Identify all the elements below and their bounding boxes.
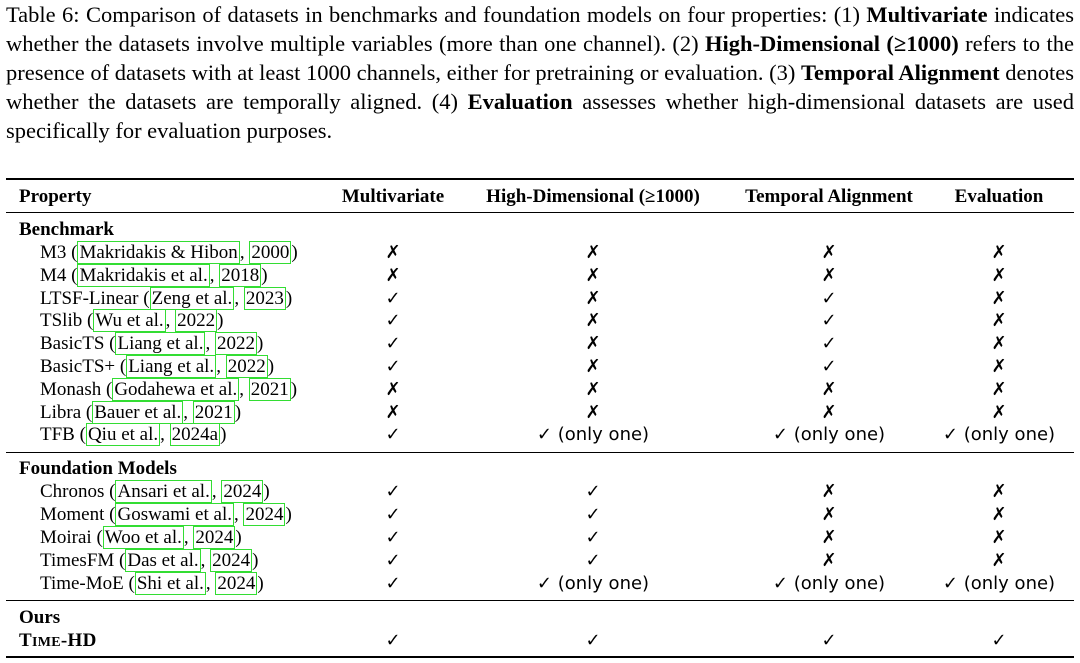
temporal-alignment-cell: ✓ [821,310,837,332]
citation-year-link[interactable]: 2022 [177,310,216,332]
temporal-alignment-cell: ✗ [821,527,837,548]
citation-authors-link[interactable]: Ansari et al. [117,481,210,502]
multivariate-cell: ✓ [385,550,401,571]
multivariate-cell: ✓ [385,356,401,377]
method-cell: TimesFM ( Das et al. , 2024 ) [40,550,259,571]
method-name: TFB [40,424,75,446]
citation-year-link[interactable]: 2024 [195,527,234,548]
multivariate-cell: ✗ [385,264,401,286]
citation-year-link[interactable]: 2022 [216,333,255,355]
evaluation-cell: ✗ [991,481,1007,502]
caption-text-1: indicates whether the datasets involve multiple variables (more than one channel). (2) [6,2,1074,56]
table-top-rule [6,178,1074,180]
multivariate-cell: ✗ [385,378,401,400]
high-dimensional-cell: ✓ [585,550,601,571]
high-dimensional-cell: ✓ (only one) [536,573,650,594]
ours-method-name [19,629,97,654]
method-cell: Monash ( Godahewa et al. , 2021 ) [40,378,298,400]
multivariate-cell: ✓ [385,287,401,309]
table-caption [6,0,1074,145]
high-dimensional-cell: ✗ [585,333,601,355]
table-row [0,241,1080,264]
table-row [0,378,1080,401]
temporal-alignment-cell: ✗ [821,242,837,263]
multivariate-cell: ✓ [385,527,401,548]
method-name: TimesFM [40,550,115,571]
citation-year-link[interactable]: 2018 [221,264,260,286]
table-row [0,572,1080,595]
caption-text-4: assesses whether high-dimensional datasets are used specifically for evaluation purposes. [6,89,1074,143]
caption-text-2: refers to the presence of datasets with at least 1000 channels, either for pretraining or evaluation. (3) [6,31,1075,85]
high-dimensional-cell: ✗ [585,378,601,400]
temporal-alignment-cell: ✗ [821,401,837,423]
header-evaluation: Evaluation [954,186,1044,207]
multivariate-cell: ✗ [385,242,401,263]
high-dimensional-cell: ✓ [585,481,601,502]
ours-high-dimensional-cell: ✓ [585,630,601,651]
multivariate-cell: ✓ [385,424,401,446]
evaluation-cell: ✗ [991,550,1007,571]
evaluation-cell: ✗ [991,287,1007,309]
temporal-alignment-cell: ✗ [821,378,837,400]
temporal-alignment-cell: ✗ [821,481,837,502]
evaluation-cell: ✓ (only one) [942,573,1056,594]
high-dimensional-cell: ✗ [585,356,601,377]
citation-year-link[interactable]: 2024 [245,504,284,525]
caption-term-evaluation: Evaluation [467,89,573,114]
table-row [0,309,1080,332]
citation-year-link[interactable]: 2021 [250,378,289,400]
high-dimensional-cell: ✗ [585,287,601,309]
ours-name-part-3: -HD [60,630,97,651]
citation-authors-link[interactable]: Woo et al. [104,527,182,548]
table-header-row [0,185,1080,208]
citation-year-link[interactable]: 2024 [212,550,251,571]
method-cell: Moirai ( Woo et al. , 2024 ) [40,527,242,548]
method-cell: TFB ( Qiu et al. , 2024a ) [40,424,227,446]
temporal-alignment-cell: ✗ [821,264,837,286]
citation-authors-link[interactable]: Shi et al. [136,573,204,594]
method-cell: TSlib ( Wu et al. , 2022 ) [40,310,224,332]
method-cell: M4 ( Makridakis et al. , 2018 ) [40,264,268,286]
method-name: Monash [40,378,102,400]
section-benchmark: Benchmark [19,219,114,240]
section-ours: Ours [19,607,61,628]
evaluation-cell: ✗ [991,310,1007,332]
header-property: Property [19,186,92,207]
ours-temporal-alignment-cell: ✓ [821,630,837,651]
temporal-alignment-cell: ✓ [821,356,837,377]
citation-year-link[interactable]: 2000 [251,242,290,263]
table-row [0,332,1080,355]
evaluation-cell: ✗ [991,527,1007,548]
section-foundation-models: Foundation Models [19,458,177,479]
method-name: M3 [40,242,67,263]
header-temporal-alignment: Temporal Alignment [745,186,913,207]
table-row [0,264,1080,287]
table-row [0,526,1080,549]
citation-year-link[interactable]: 2024 [217,573,256,594]
method-name: M4 [40,264,67,286]
caption-term-temporal-alignment: Temporal Alignment [801,60,1000,85]
method-cell: BasicTS+ ( Liang et al. , 2022 ) [40,356,275,377]
method-name: TSlib [40,310,83,332]
ours-multivariate-cell: ✓ [385,630,401,651]
evaluation-cell: ✗ [991,504,1007,525]
method-name: Chronos [40,481,105,502]
method-name: BasicTS+ [40,356,116,377]
citation-authors-link[interactable]: Godahewa et al. [114,378,238,400]
evaluation-cell: ✗ [991,264,1007,286]
ours-name-part-2: IME [31,635,61,650]
temporal-alignment-cell: ✓ (only one) [772,573,886,594]
citation-authors-link[interactable]: Das et al. [127,550,199,571]
temporal-alignment-cell: ✓ (only one) [772,424,886,446]
citation-authors-link[interactable]: Zeng et al. [151,287,233,309]
table-row [0,355,1080,378]
method-name: Moment [40,504,105,525]
high-dimensional-cell: ✓ [585,504,601,525]
caption-term-multivariate: Multivariate [866,2,988,27]
multivariate-cell: ✗ [385,401,401,423]
method-cell: Time-MoE ( Shi et al. , 2024 ) [40,573,264,594]
high-dimensional-cell: ✗ [585,264,601,286]
method-name: LTSF-Linear [40,287,139,309]
method-name: Libra [40,401,82,423]
foundation-bottom-rule [6,600,1074,601]
temporal-alignment-cell: ✓ [821,333,837,355]
header-bottom-rule [6,212,1074,213]
table-row [0,401,1080,424]
citation-authors-link[interactable]: Qiu et al. [87,424,159,446]
citation-authors-link[interactable]: Liang et al. [117,333,204,355]
method-cell: M3 ( Makridakis & Hibon , 2000 ) [40,242,298,263]
high-dimensional-cell: ✗ [585,310,601,332]
table-row [0,423,1080,446]
table-row [0,549,1080,572]
ours-row [0,629,1080,652]
method-cell: Libra ( Bauer et al. , 2021 ) [40,401,242,423]
high-dimensional-cell: ✓ (only one) [536,424,650,446]
caption-text-3: denotes whether the datasets are temporally aligned. (4) [6,60,1075,114]
citation-authors-link[interactable]: Liang et al. [128,356,215,377]
citation-year-link[interactable]: 2024 [223,481,262,502]
table-bottom-rule [6,656,1074,658]
citation-year-link[interactable]: 2022 [227,356,266,377]
high-dimensional-cell: ✗ [585,242,601,263]
method-cell: Moment ( Goswami et al. , 2024 ) [40,504,292,525]
header-multivariate: Multivariate [341,186,445,207]
citation-year-link[interactable]: 2023 [245,287,284,309]
method-name: Time-MoE [40,573,124,594]
citation-authors-link[interactable]: Makridakis & Hibon [79,242,238,263]
method-name: BasicTS [40,333,105,355]
citation-authors-link[interactable]: Bauer et al. [94,401,182,423]
citation-year-link[interactable]: 2021 [194,401,233,423]
temporal-alignment-cell: ✗ [821,550,837,571]
method-name: Moirai [40,527,92,548]
table-row [0,287,1080,310]
multivariate-cell: ✓ [385,481,401,502]
method-cell: Chronos ( Ansari et al. , 2024 ) [40,481,270,502]
multivariate-cell: ✓ [385,333,401,355]
citation-authors-link[interactable]: Goswami et al. [117,504,232,525]
evaluation-cell: ✗ [991,401,1007,423]
temporal-alignment-cell: ✓ [821,287,837,309]
multivariate-cell: ✓ [385,504,401,525]
table-row [0,503,1080,526]
citation-authors-link[interactable]: Wu et al. [95,310,164,332]
method-cell: LTSF-Linear ( Zeng et al. , 2023 ) [40,287,293,309]
evaluation-cell: ✗ [991,333,1007,355]
temporal-alignment-cell: ✗ [821,504,837,525]
evaluation-cell: ✗ [991,242,1007,263]
high-dimensional-cell: ✗ [585,401,601,423]
multivariate-cell: ✓ [385,573,401,594]
evaluation-cell: ✗ [991,356,1007,377]
ours-evaluation-cell: ✓ [991,630,1007,651]
benchmark-bottom-rule [6,452,1074,453]
header-high-dimensional: High-Dimensional (≥1000) [486,186,700,207]
evaluation-cell: ✗ [991,378,1007,400]
method-cell: BasicTS ( Liang et al. , 2022 ) [40,333,264,355]
table-row [0,480,1080,503]
evaluation-cell: ✓ (only one) [942,424,1056,446]
citation-year-link[interactable]: 2024a [171,424,219,446]
high-dimensional-cell: ✓ [585,527,601,548]
ours-name-part-1: T [19,630,32,651]
multivariate-cell: ✓ [385,310,401,332]
citation-authors-link[interactable]: Makridakis et al. [79,264,208,286]
caption-term-high-dimensional: High-Dimensional (≥1000) [705,31,959,56]
caption-prefix: Table 6: Comparison of datasets in benchmarks and foundation models on four properties: (1) [6,2,867,27]
